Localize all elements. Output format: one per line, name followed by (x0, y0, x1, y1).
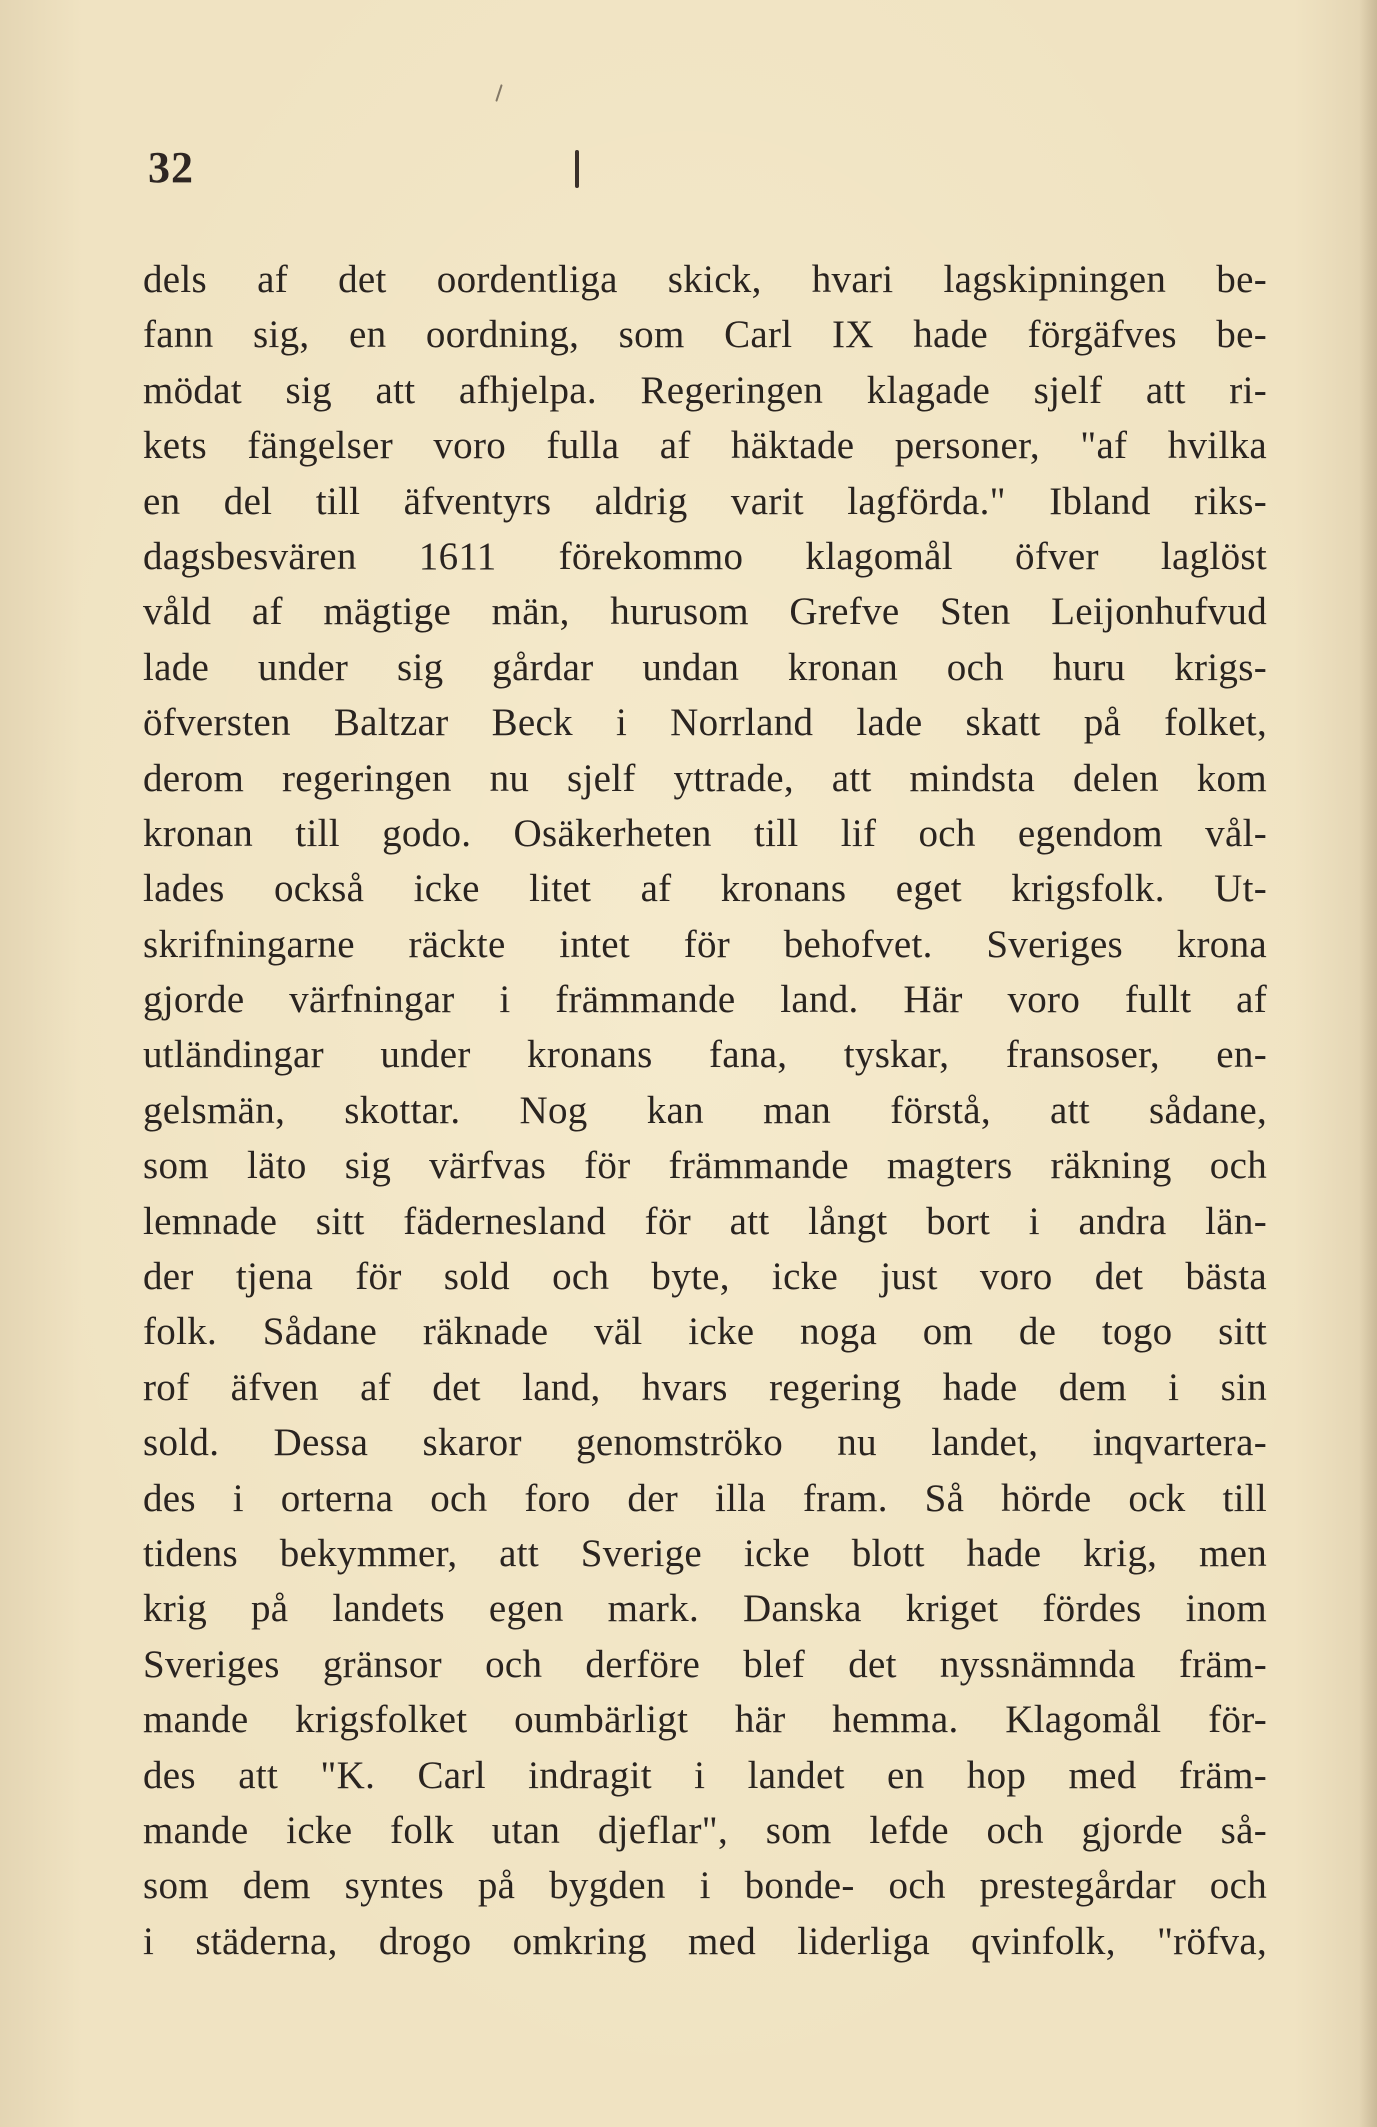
text-line: fann sig, en oordning, som Carl IX hade förgäfves be- (143, 313, 1267, 357)
text-line: i städerna, drogo omkring med liderliga qvinfolk, "röfva, (143, 1919, 1267, 1963)
text-line: Sveriges gränsor och derföre blef det nyssnämnda främ- (143, 1642, 1267, 1686)
text-line: gjorde värfningar i främmande land. Här voro fullt af (143, 978, 1267, 1022)
text-line: rof äfven af det land, hvars regering hade dem i sin (143, 1365, 1267, 1409)
text-line: som dem syntes på bygden i bonde- och prestegårdar och (143, 1864, 1267, 1908)
page-edge-shadow (1359, 0, 1377, 2127)
text-line: lade under sig gårdar undan kronan och huru krigs- (143, 645, 1267, 689)
text-line: mande icke folk utan djeflar", som lefde och gjorde så- (143, 1808, 1267, 1852)
pencil-mark (495, 84, 502, 102)
text-line: des i orterna och foro der illa fram. Så hörde ock till (143, 1476, 1267, 1520)
text-line: sold. Dessa skaror genomströko nu landet, inqvartera- (143, 1421, 1267, 1465)
text-line: som läto sig värfvas för främmande magters räkning och (143, 1144, 1267, 1188)
text-line: kets fängelser voro fulla af häktade personer, "af hvilka (143, 424, 1267, 468)
text-line: lemnade sitt fädernesland för att långt bort i andra län- (143, 1199, 1267, 1243)
text-line: derom regeringen nu sjelf yttrade, att mindsta delen kom (143, 756, 1267, 800)
text-line: dagsbesvären 1611 förekommo klagomål öfver laglöst (143, 534, 1267, 578)
text-line: skrifningarne räckte intet för behofvet. Sveriges krona (143, 922, 1267, 966)
page-number: 32 (148, 143, 194, 192)
text-line: gelsmän, skottar. Nog kan man förstå, att sådane, (143, 1088, 1267, 1132)
text-line: mande krigsfolket oumbärligt här hemma. Klagomål för- (143, 1698, 1267, 1742)
text-line: der tjena för sold och byte, icke just voro det bästa (143, 1255, 1267, 1299)
text-line: dels af det oordentliga skick, hvari lagskipningen be- (143, 258, 1267, 301)
text-line: tidens bekymmer, att Sverige icke blott hade krig, men (143, 1531, 1267, 1575)
text-line: kronan till godo. Osäkerheten till lif och egendom vål- (143, 811, 1267, 855)
text-line: mödat sig att afhjelpa. Regeringen klagade sjelf att ri- (143, 368, 1267, 412)
text-line: des att "K. Carl indragit i landet en hop med främ- (143, 1753, 1267, 1797)
text-line: våld af mägtige män, hurusom Grefve Sten Leijonhufvud (143, 590, 1267, 634)
ink-mark (575, 150, 579, 188)
text-line: en del till äfventyrs aldrig varit lagförda." Ibland riks- (143, 479, 1267, 523)
text-line: utländingar under kronans fana, tyskar, fransoser, en- (143, 1033, 1267, 1077)
text-line: krig på landets egen mark. Danska kriget fördes inom (143, 1587, 1267, 1631)
text-line: folk. Sådane räknade väl icke noga om de togo sitt (143, 1310, 1267, 1354)
text-line: lades också icke litet af kronans eget krigsfolk. Ut- (143, 867, 1267, 911)
body-text (143, 252, 1267, 1969)
text-line: öfversten Baltzar Beck i Norrland lade skatt på folket, (143, 701, 1267, 745)
